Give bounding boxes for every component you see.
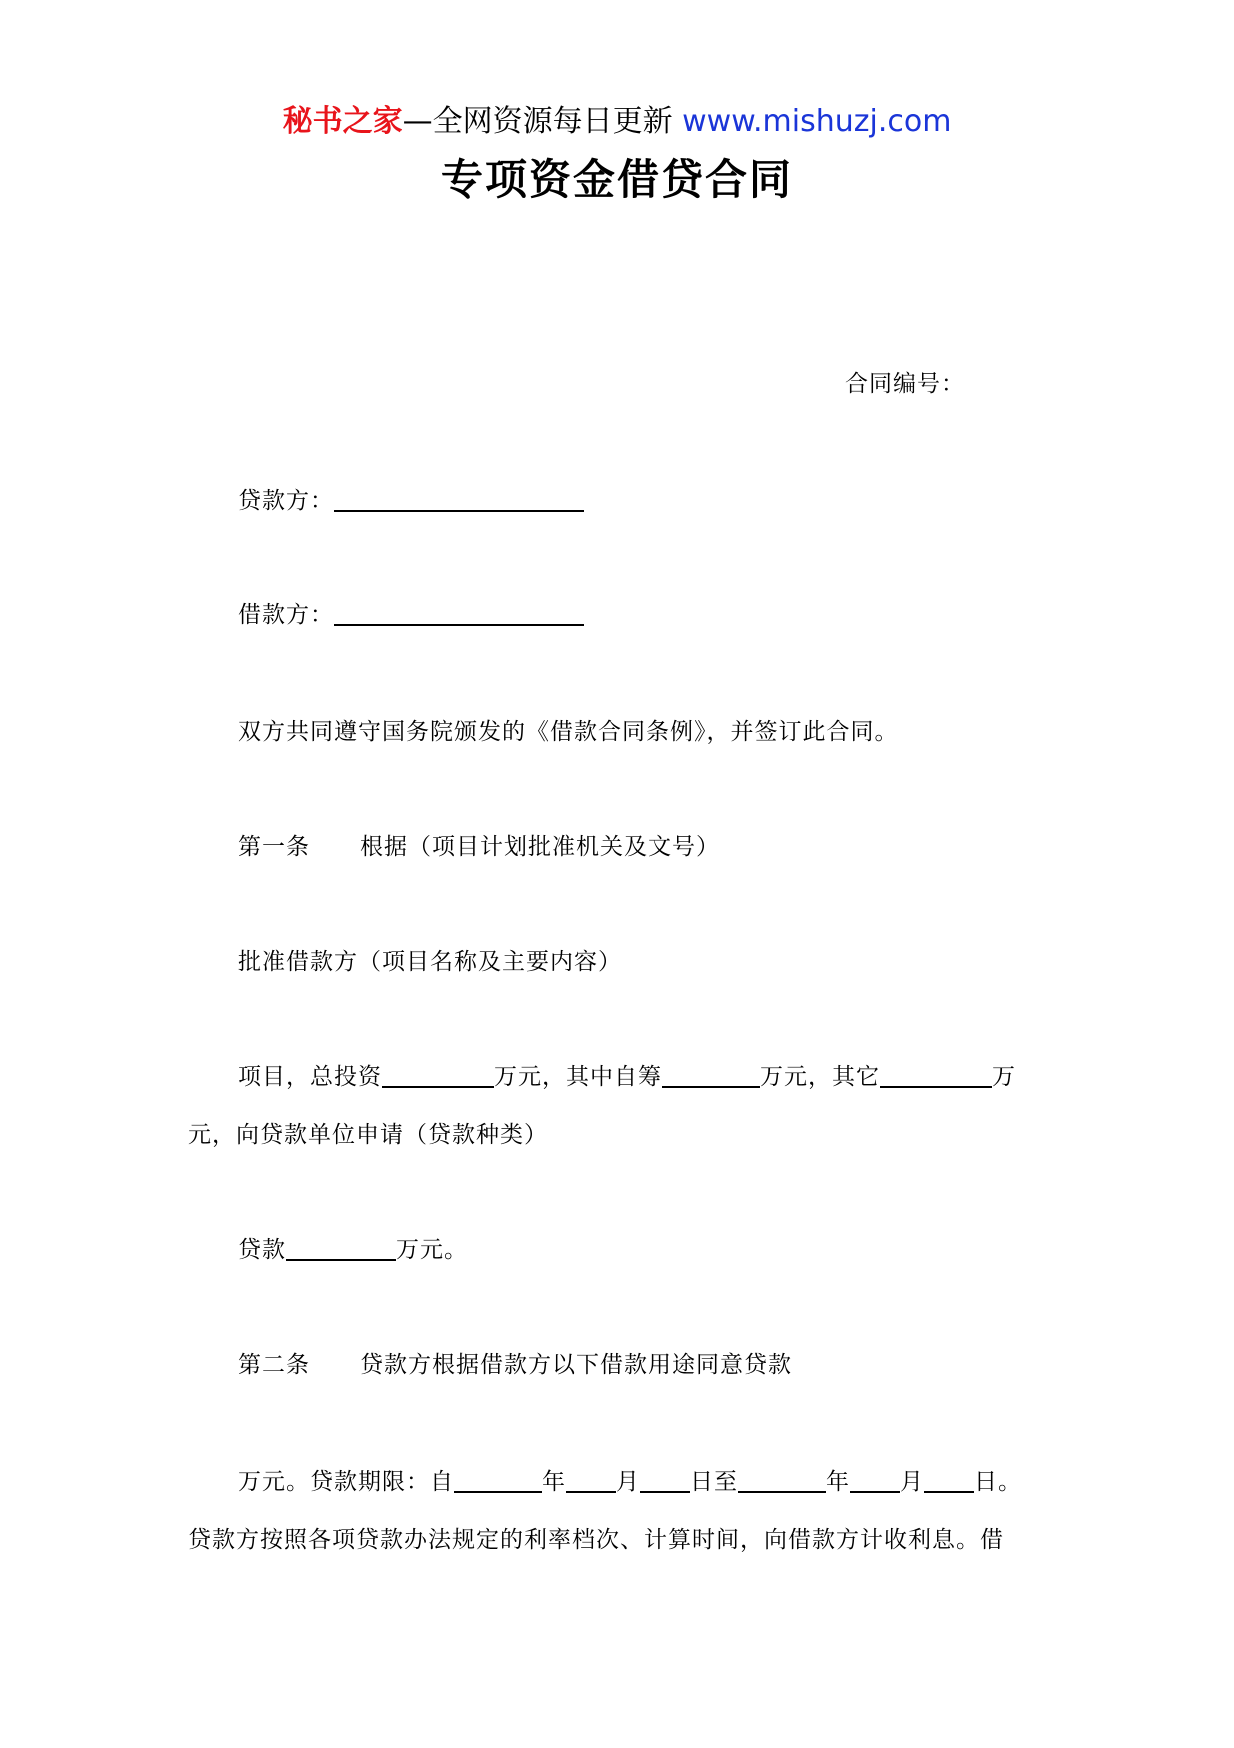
loan-term-label: 万元。贷款期限：自 <box>238 1469 454 1495</box>
project-line-continuation: 元，向贷款单位申请（贷款种类） <box>188 1122 548 1148</box>
end-year-blank[interactable] <box>738 1491 826 1493</box>
end-day-blank[interactable] <box>924 1491 974 1493</box>
day-to-label: 日至 <box>690 1469 738 1495</box>
loan-unit-label: 万元。 <box>396 1237 468 1263</box>
loan-term-line <box>238 1465 1022 1499</box>
month-label: 月 <box>900 1469 924 1495</box>
other-label: 万元，其它 <box>760 1064 880 1090</box>
intro-paragraph: 双方共同遵守国务院颁发的《借款合同条例》，并签订此合同。 <box>238 719 899 745</box>
borrower-blank[interactable] <box>334 624 584 626</box>
project-investment-label: 项目，总投资 <box>238 1064 382 1090</box>
total-investment-blank[interactable] <box>382 1086 494 1088</box>
brand-name: 秘书之家 <box>282 104 403 139</box>
article-2 <box>238 1348 792 1382</box>
article-1-heading: 第一条 <box>238 834 310 860</box>
other-blank[interactable] <box>880 1086 992 1088</box>
lender-line <box>238 484 584 518</box>
borrower-label: 借款方： <box>238 602 334 628</box>
end-month-blank[interactable] <box>850 1491 900 1493</box>
document-title: 专项资金借贷合同 <box>440 155 793 204</box>
wan-label: 万 <box>992 1064 1016 1090</box>
day-label: 日。 <box>974 1469 1022 1495</box>
site-url-link[interactable]: www.mishuzj.com <box>682 104 952 139</box>
lender-label: 贷款方： <box>238 488 334 514</box>
interest-line: 贷款方按照各项贷款办法规定的利率档次、计算时间，向借款方计收利息。借 <box>188 1527 1004 1553</box>
start-day-blank[interactable] <box>640 1491 690 1493</box>
project-line <box>238 1060 1016 1094</box>
start-year-blank[interactable] <box>454 1491 542 1493</box>
loan-amount-line <box>238 1233 468 1267</box>
article-1 <box>238 830 720 864</box>
start-month-blank[interactable] <box>566 1491 616 1493</box>
loan-label: 贷款 <box>238 1237 286 1263</box>
year-label: 年 <box>826 1469 850 1495</box>
site-header <box>0 100 1234 144</box>
header-tagline: —全网资源每日更新 <box>402 104 673 139</box>
lender-blank[interactable] <box>334 510 584 512</box>
article-2-text: 贷款方根据借款方以下借款用途同意贷款 <box>360 1352 792 1378</box>
month-label: 月 <box>616 1469 640 1495</box>
contract-number-label: 合同编号： <box>845 371 965 397</box>
article-1-text: 根据（项目计划批准机关及文号） <box>360 834 720 860</box>
borrower-line <box>238 598 584 632</box>
article-2-heading: 第二条 <box>238 1352 310 1378</box>
year-label: 年 <box>542 1469 566 1495</box>
self-raised-blank[interactable] <box>662 1086 760 1088</box>
self-raised-label: 万元，其中自筹 <box>494 1064 662 1090</box>
approve-line: 批准借款方（项目名称及主要内容） <box>238 949 622 975</box>
loan-amount-blank[interactable] <box>286 1259 396 1261</box>
